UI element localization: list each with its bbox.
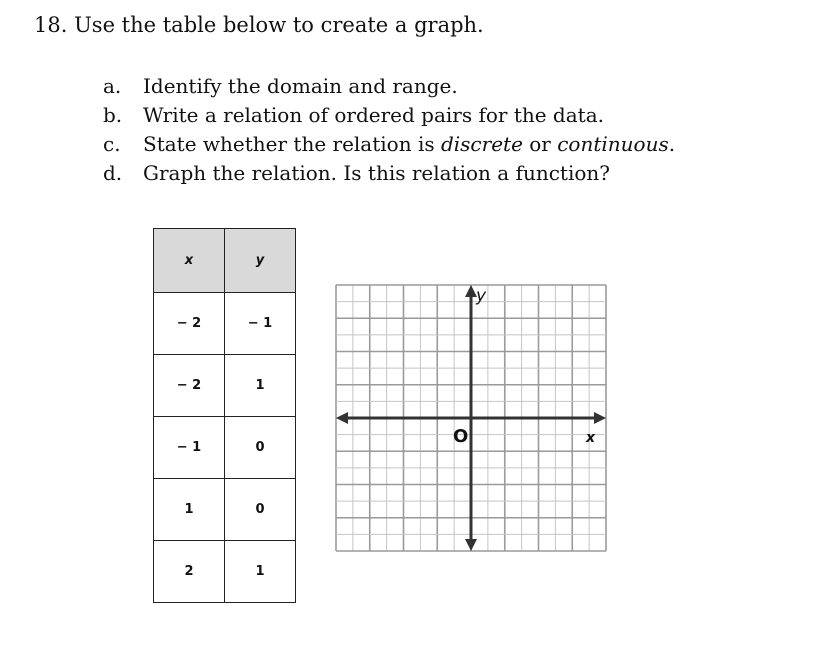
origin-label: O — [453, 426, 469, 447]
xy-table — [153, 228, 296, 603]
table-row — [154, 355, 296, 417]
table-header-row — [154, 229, 296, 293]
table-row — [154, 417, 296, 479]
coordinate-grid[interactable] — [334, 283, 608, 553]
part-a — [103, 72, 675, 101]
question-text: Use the table below to create a graph. — [74, 13, 484, 37]
part-letter: c. — [103, 132, 121, 156]
axes — [336, 285, 606, 551]
table-cell-y: 0 — [225, 417, 296, 479]
column-header-y: y — [225, 229, 296, 293]
x-axis-left-arrow-icon — [336, 412, 348, 424]
table-cell-y: − 1 — [225, 293, 296, 355]
part-c — [103, 130, 675, 159]
x-axis-label: x — [586, 430, 596, 446]
y-axis-label: y — [476, 286, 487, 306]
part-d — [103, 159, 675, 188]
table-row — [154, 293, 296, 355]
table-cell-x: − 1 — [154, 417, 225, 479]
question-parts — [103, 72, 675, 188]
part-letter: b. — [103, 103, 123, 127]
table-cell-y: 1 — [225, 541, 296, 603]
part-text-mid: or — [522, 132, 558, 156]
part-letter: d. — [103, 161, 123, 185]
part-text: Identify the domain and range. — [143, 74, 458, 98]
table-cell-x: 1 — [154, 479, 225, 541]
part-text-end: . — [668, 132, 676, 156]
table-cell-x: 2 — [154, 541, 225, 603]
part-b — [103, 101, 675, 130]
emphasis-discrete: discrete — [440, 132, 523, 156]
emphasis-continuous: continuous — [557, 132, 669, 156]
column-header-x: x — [154, 229, 225, 293]
part-text: Write a relation of ordered pairs for the data. — [143, 103, 604, 127]
table-cell-y: 1 — [225, 355, 296, 417]
table-row — [154, 541, 296, 603]
table-cell-x: − 2 — [154, 355, 225, 417]
part-text: Graph the relation. Is this relation a function? — [143, 161, 611, 185]
y-axis-down-arrow-icon — [465, 539, 477, 551]
question-number: 18. — [34, 13, 68, 37]
table-cell-y: 0 — [225, 479, 296, 541]
table-cell-x: − 2 — [154, 293, 225, 355]
x-axis-right-arrow-icon — [594, 412, 606, 424]
part-text: State whether the relation is — [143, 132, 441, 156]
table-row — [154, 479, 296, 541]
part-letter: a. — [103, 74, 122, 98]
question-title — [34, 11, 484, 39]
